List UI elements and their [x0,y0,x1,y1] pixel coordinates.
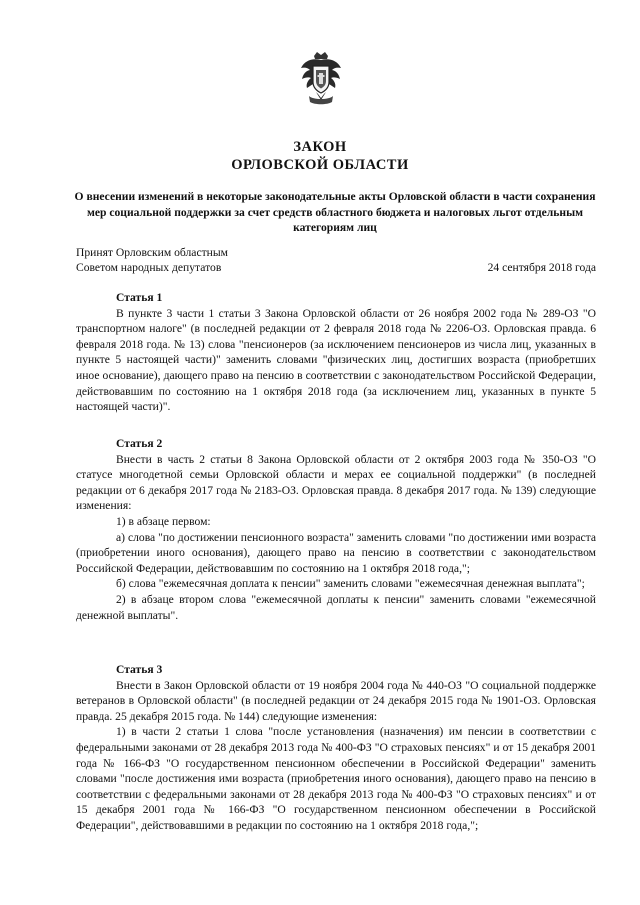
article-paragraph: а) слова "по достижении пенсионного возраста" заменить словами "по достижении ими возраста (приобретении иного основания), дающего право на пенсию в соответствии с законодательством Российской Федерации, действовавшим по состоянию на 1 октября 2018 года,"; [76,530,596,575]
article-paragraph: 1) в части 2 статьи 1 слова "после установления (назначения) им пенсии в соответствии с федеральными законами от 28 декабря 2013 года № 400-ФЗ "О страховых пенсиях" и от 15 декабря 2001 года № 166-ФЗ "О государственном пенсионном обеспечении в Российской Федерации" заменить словами "после достижения ими возраста (приобретения иного основания), дающего право на пенсию в соответствии с федеральными законами от 28 декабря 2013 года № 400-ФЗ "О страховых пенсиях" и от 15 декабря 2001 года № 166-ФЗ "О государственном пенсионном обеспечении в Российской Федерации", действовавшими в редакции по состоянию на 1 октября 2018 года,"; [76,725,596,832]
article-heading: Статья 3 [116,663,163,676]
article-2 [76,436,596,623]
article-1 [76,290,596,415]
article-paragraph: 2) в абзаце втором слова "ежемесячной доплаты к пенсии" заменить словами "ежемесячной денежной выплаты". [76,592,596,622]
article-paragraph: 1) в абзаце первом: [116,514,211,528]
adoption-date: 24 сентября 2018 года [487,261,596,274]
adoption-line-2: Советом народных депутатов [76,260,222,274]
article-heading: Статья 1 [116,291,163,304]
coat-of-arms-icon [299,50,343,108]
adoption-line-1: Принят Орловским областным [76,246,228,259]
article-paragraph: б) слова "ежемесячная доплата к пенсии" заменить словами "ежемесячная денежная выплата"; [116,577,585,591]
law-title: ЗАКОН [293,139,347,155]
article-paragraph: Внести в часть 2 статьи 8 Закона Орловской области от 2 октября 2003 года № 350-ОЗ "О статусе многодетной семьи Орловской области и мерах ее социальной поддержки" (в последней редакции от 6 декабря 2017 года № 2183-ОЗ. Орловская правда. 8 декабря 2017 года. № 139) следующие изменения: [76,452,596,513]
region-title: ОРЛОВСКОЙ ОБЛАСТИ [231,157,409,173]
adoption-statement [76,246,228,275]
article-paragraph: Внести в Закон Орловской области от 19 ноября 2004 года № 440-ОЗ "О социальной поддержке ветеранов в Орловской области" (в последней редакции от 24 декабря 2015 года № 1901-ОЗ. Орловская правда. 25 декабря 2015 года. № 144) следующие изменения: [76,678,596,723]
article-3 [76,662,596,834]
article-paragraph: В пункте 3 части 1 статьи 3 Закона Орловской области от 26 ноября 2002 года № 289-ОЗ "О транспортном налоге" (в последней редакции от 2 февраля 2018 года № 2206-ОЗ. Орловская правда. 6 февраля 2018 года. № 13) слова "пенсионеров (за исключением пенсионеров из числа лиц, указанных в пункте 5 настоящей части)" заменить словами "физических лиц, достигших возраста (приобретших иное основание), дающего право на пенсию в соответствии с законодательством Российской Федерации, действовавшим по состоянию на 1 октября 2018 года (за исключением лиц, указанных в пункте 5 настоящей части)". [76,306,596,414]
article-heading: Статья 2 [116,437,163,450]
law-subject: О внесении изменений в некоторые законодательные акты Орловской области в части сохранения мер социальной поддержки за счет средств областного бюджета и налоговых льгот отдельным категориям лиц [74,190,596,234]
